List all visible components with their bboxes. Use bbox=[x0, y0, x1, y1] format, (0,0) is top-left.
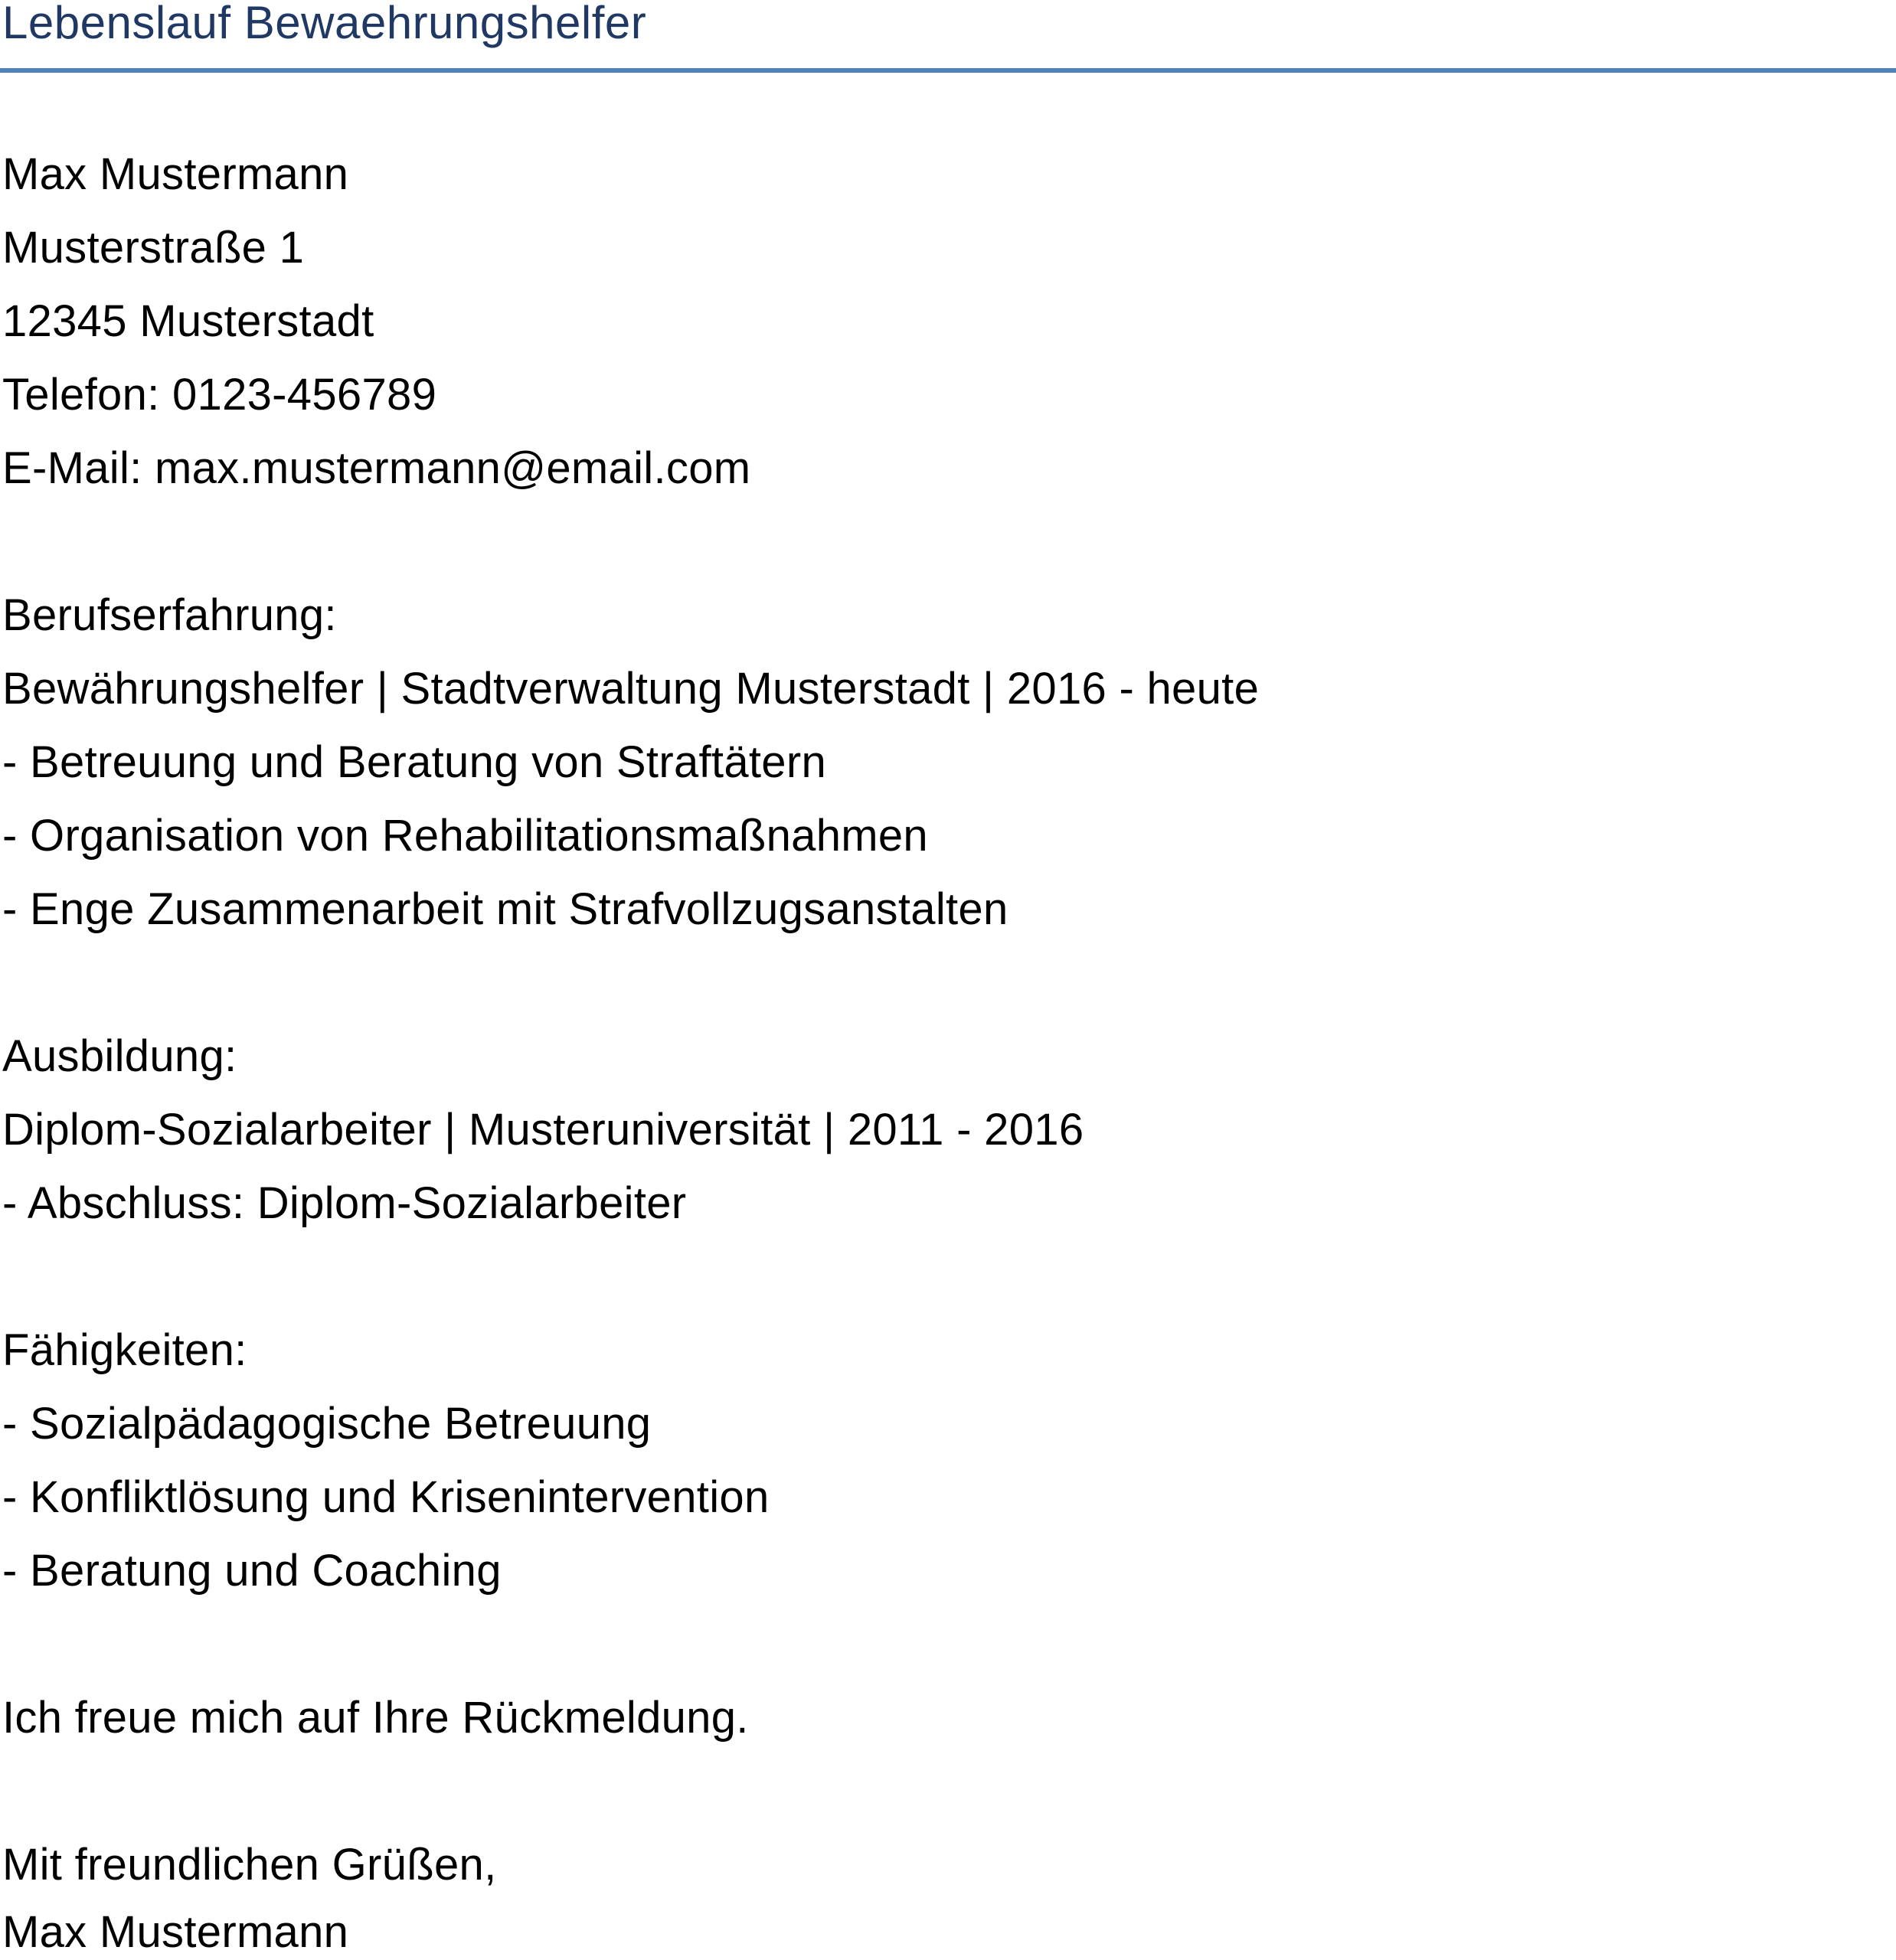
skills-heading: Fähigkeiten: bbox=[2, 1325, 247, 1375]
experience-item: - Betreuung und Beratung von Straftätern bbox=[2, 737, 827, 787]
title-underline bbox=[0, 68, 1896, 73]
contact-street: Musterstraße 1 bbox=[2, 223, 305, 273]
contact-name: Max Mustermann bbox=[2, 149, 349, 199]
closing-signature: Max Mustermann bbox=[2, 1907, 349, 1957]
skills-item: - Beratung und Coaching bbox=[2, 1546, 502, 1596]
education-heading: Ausbildung: bbox=[2, 1031, 237, 1081]
skills-item: - Konfliktlösung und Krisenintervention bbox=[2, 1472, 770, 1522]
closing-greeting: Mit freundlichen Grüßen, bbox=[2, 1840, 497, 1890]
experience-item: - Enge Zusammenarbeit mit Strafvollzugsanstalten bbox=[2, 884, 1008, 934]
contact-email: E-Mail: max.mustermann@email.com bbox=[2, 443, 751, 493]
education-item: - Abschluss: Diplom-Sozialarbeiter bbox=[2, 1178, 687, 1228]
document-title: Lebenslauf Bewaehrungshelfer bbox=[2, 0, 647, 48]
contact-city: 12345 Musterstadt bbox=[2, 296, 374, 346]
contact-phone: Telefon: 0123-456789 bbox=[2, 370, 437, 420]
experience-item: - Organisation von Rehabilitationsmaßnahmen bbox=[2, 811, 928, 861]
experience-position: Bewährungshelfer | Stadtverwaltung Musterstadt | 2016 - heute bbox=[2, 664, 1260, 714]
education-degree: Diplom-Sozialarbeiter | Musteruniversität | 2011 - 2016 bbox=[2, 1105, 1084, 1155]
skills-item: - Sozialpädagogische Betreuung bbox=[2, 1399, 652, 1449]
closing-message: Ich freue mich auf Ihre Rückmeldung. bbox=[2, 1693, 749, 1743]
experience-heading: Berufserfahrung: bbox=[2, 590, 337, 640]
